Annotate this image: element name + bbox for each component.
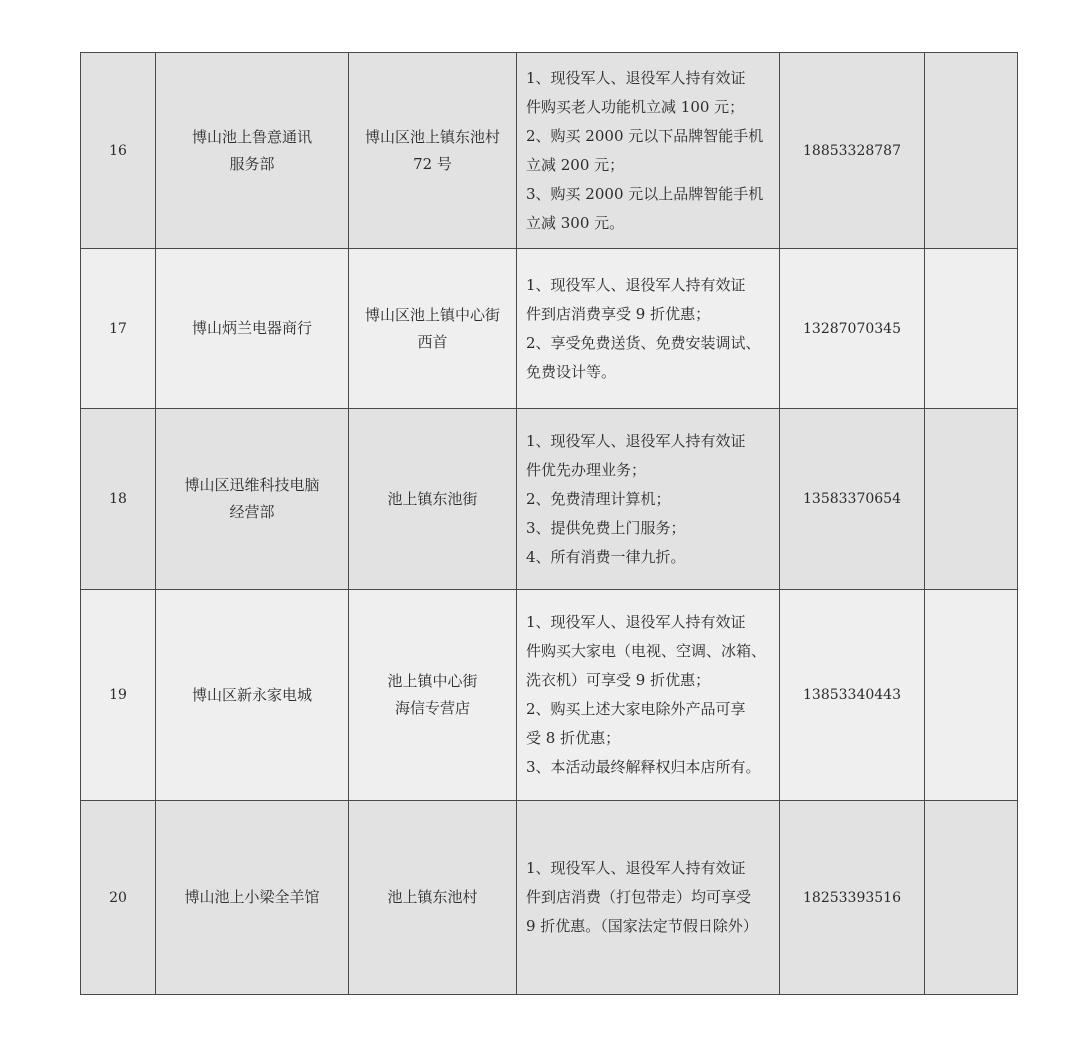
offer-cell (517, 53, 780, 249)
address-line: 博山区池上镇东池村 (364, 127, 500, 146)
offer-line: 件到店消费享受 9 折优惠； (526, 304, 711, 323)
table-row (81, 249, 1018, 409)
offer-line: 2、免费清理计算机； (526, 489, 671, 508)
merchant-name-line: 博山池上鲁意通讯 (191, 127, 312, 146)
offer-line: 件购买大家电（电视、空调、冰箱、 (526, 642, 767, 660)
offer-line: 4、所有消费一律九折。 (526, 547, 686, 566)
offer-cell (517, 801, 780, 995)
address-line: 博山区池上镇中心街 (364, 305, 500, 324)
row-number-cell: 20 (81, 801, 156, 995)
offer-line: 件到店消费（打包带走）均可享受 (526, 888, 752, 906)
phone-cell: 13853340443 (780, 590, 925, 801)
merchant-name-cell (156, 249, 349, 409)
offer-cell (517, 590, 780, 801)
offer-line: 2、购买上述大家电除外产品可享 (526, 700, 746, 718)
table-row (81, 590, 1018, 801)
address-line: 海信专营店 (394, 699, 470, 717)
offer-line: 2、购买 2000 元以下品牌智能手机 (526, 126, 764, 145)
offer-line: 3、购买 2000 元以上品牌智能手机 (526, 184, 764, 203)
address-line: 池上镇中心街 (387, 672, 478, 690)
offer-line: 洗衣机）可享受 9 折优惠； (526, 671, 711, 689)
offer-line: 件优先办理业务； (526, 460, 647, 479)
row-number-cell: 19 (81, 590, 156, 801)
offer-line: 2、享受免费送货、免费安装调试、 (526, 333, 761, 352)
offer-cell (517, 409, 780, 590)
address-cell (349, 53, 517, 249)
offer-line: 3、提供免费上门服务； (526, 518, 686, 537)
merchant-name-line: 博山区新永家电城 (191, 685, 312, 704)
offer-line: 件购买老人功能机立减 100 元； (526, 97, 745, 116)
offer-line: 1、现役军人、退役军人持有效证 (526, 613, 746, 631)
address-line: 西首 (417, 332, 448, 351)
merchant-name-line: 博山池上小梁全羊馆 (184, 888, 320, 906)
offer-line: 受 8 折优惠； (526, 729, 621, 747)
row-number-cell: 17 (81, 249, 156, 409)
merchant-name-cell (156, 801, 349, 995)
offer-line: 立减 200 元； (526, 155, 625, 174)
address-line: 72 号 (413, 154, 452, 173)
merchant-name-line: 博山炳兰电器商行 (191, 319, 312, 337)
offer-line: 立减 300 元。 (526, 213, 625, 232)
offer-cell (517, 249, 780, 409)
table-row (81, 53, 1018, 249)
offer-line: 3、本活动最终解释权归本店所有。 (526, 758, 761, 776)
offer-line: 免费设计等。 (526, 362, 617, 381)
note-cell (925, 249, 1018, 409)
address-cell (349, 409, 517, 590)
phone-cell: 18253393516 (780, 801, 925, 995)
note-cell (925, 801, 1018, 995)
phone-cell: 13583370654 (780, 409, 925, 590)
offer-line: 9 折优惠。（国家法定节假日除外） (526, 917, 758, 935)
address-line: 池上镇东池街 (387, 489, 478, 508)
table-row (81, 409, 1018, 590)
address-cell (349, 249, 517, 409)
address-line: 池上镇东池村 (387, 888, 478, 906)
row-number-cell: 16 (81, 53, 156, 249)
phone-cell: 18853328787 (780, 53, 925, 249)
merchant-name-cell (156, 53, 349, 249)
offer-line: 1、现役军人、退役军人持有效证 (526, 431, 746, 450)
merchant-name-line: 服务部 (229, 154, 275, 173)
merchant-name-cell (156, 409, 349, 590)
merchant-name-line: 博山区迅维科技电脑 (184, 476, 320, 494)
merchant-discount-table (80, 52, 1018, 995)
address-cell (349, 801, 517, 995)
offer-line: 1、现役军人、退役军人持有效证 (526, 275, 746, 294)
offer-line: 1、现役军人、退役军人持有效证 (526, 859, 746, 877)
offer-line: 1、现役军人、退役军人持有效证 (526, 68, 746, 87)
phone-cell: 13287070345 (780, 249, 925, 409)
note-cell (925, 409, 1018, 590)
merchant-name-cell (156, 590, 349, 801)
note-cell (925, 590, 1018, 801)
row-number-cell: 18 (81, 409, 156, 590)
address-cell (349, 590, 517, 801)
merchant-name-line: 经营部 (229, 503, 275, 521)
table-row (81, 801, 1018, 995)
note-cell (925, 53, 1018, 249)
